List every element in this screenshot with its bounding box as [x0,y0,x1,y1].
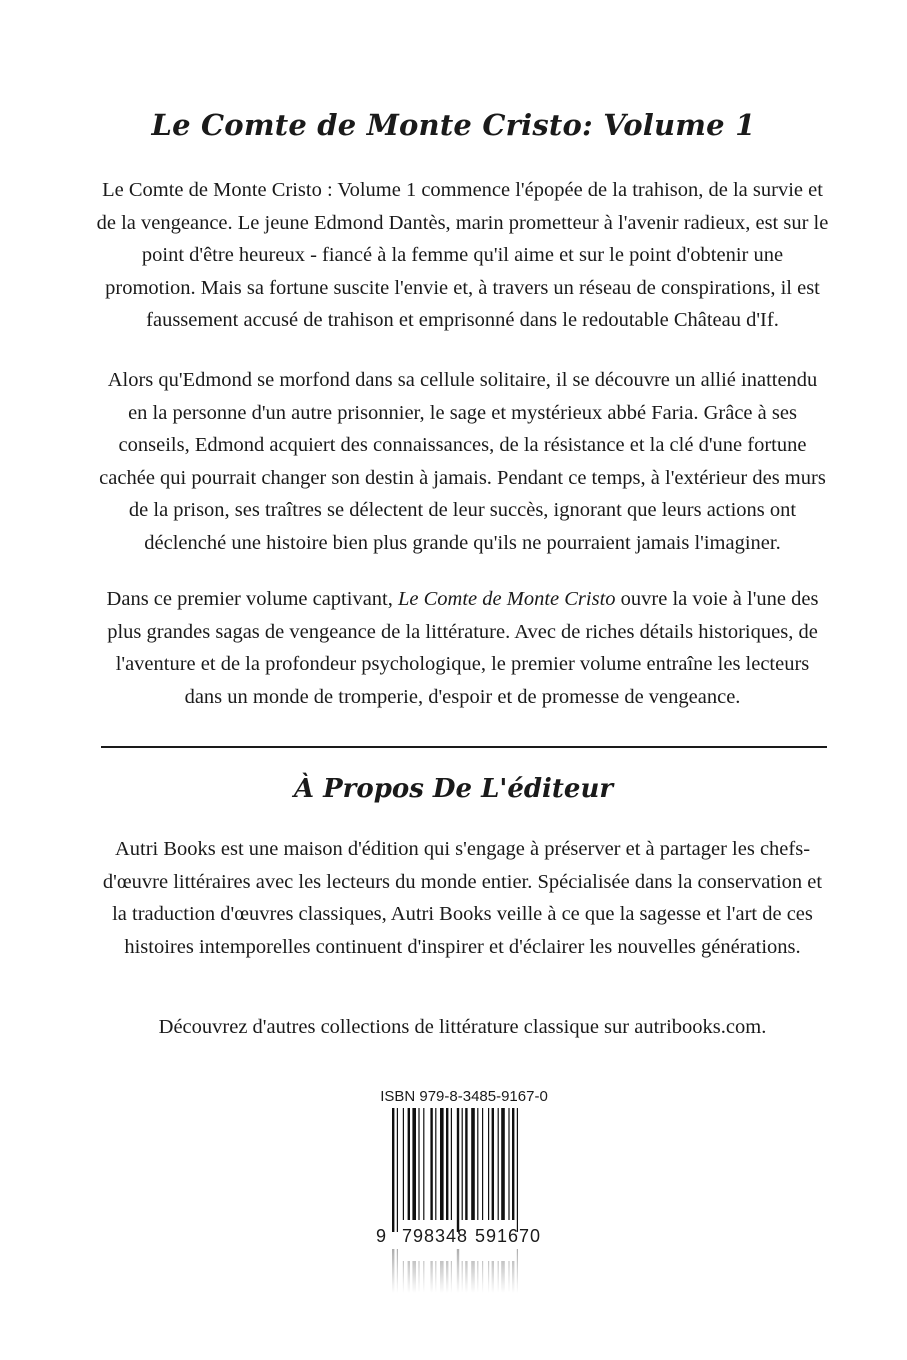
book-title: Le Comte de Monte Cristo: Volume 1 [151,108,756,142]
isbn-label: ISBN 979-8-3485-9167-0 [380,1088,548,1105]
barcode-digits-right: 591670 [475,1226,542,1246]
barcode-reflection [372,1248,552,1293]
p3-italic-title: Le Comte de Monte Cristo [398,588,616,610]
publisher-cta: Découvrez d'autres collections de littérature classique sur autribooks.com. [158,1016,767,1038]
barcode-digit-first: 9 [376,1226,387,1246]
description-paragraph-2: Alors qu'Edmond se morfond dans sa cellule solitaire, il se découvre un allié inattendu en la personne d'un autre prisonnier, le sage et mystérieux abbé Faria. Grâce à ses conseils, Edmond acquiert des connaissances, de la résistance et la clé d'une fortune cachée qui pourrait changer son destin à jamais. Pendant ce temps, à l'extérieur des murs de la prison, ses traîtres se délectent de leur succès, ignorant que leurs actions ont déclenché une histoire bien plus grande qu'ils ne pourraient jamais l'imaginer. [99,369,826,554]
publisher-paragraph: Autri Books est une maison d'édition qui s'engage à préserver et à partager les chefs-d'œuvre littéraires avec les lecteurs du monde entier. Spécialisée dans la conservation et la traduction d'œuvres classiques, Autri Books veille à ce que la sagesse et l'art de ces histoires intemporelles continuent d'inspirer et d'éclairer les nouvelles générations. [102,838,823,958]
section-divider [101,746,827,748]
publisher-heading: À Propos De L'éditeur [293,774,614,804]
p3-text-before: Dans ce premier volume captivant, [106,588,398,610]
barcode-digits-left: 798348 [402,1226,469,1246]
barcode-bars [372,1108,552,1228]
p3-text-after: ouvre la voie à l'une des plus grandes sagas de vengeance de la littérature. Avec de riches détails historiques, de l'aventure et de la profondeur psychologique, le premier volume entraîne les lecteurs dans un monde de tromperie, d'espoir et de promesse de vengeance. [107,588,819,708]
isbn-barcode [372,1088,552,1228]
description-paragraph-3 [96,583,829,713]
description-paragraph-1: Le Comte de Monte Cristo : Volume 1 commence l'épopée de la trahison, de la survie et de la vengeance. Le jeune Edmond Dantès, marin prometteur à l'avenir radieux, est sur le point d'être heureux - fiancé à la femme qu'il aime et sur le point d'obtenir une promotion. Mais sa fortune suscite l'envie et, à travers un réseau de conspirations, il est faussement accusé de trahison et emprisonné dans le redoutable Château d'If. [96,179,829,332]
